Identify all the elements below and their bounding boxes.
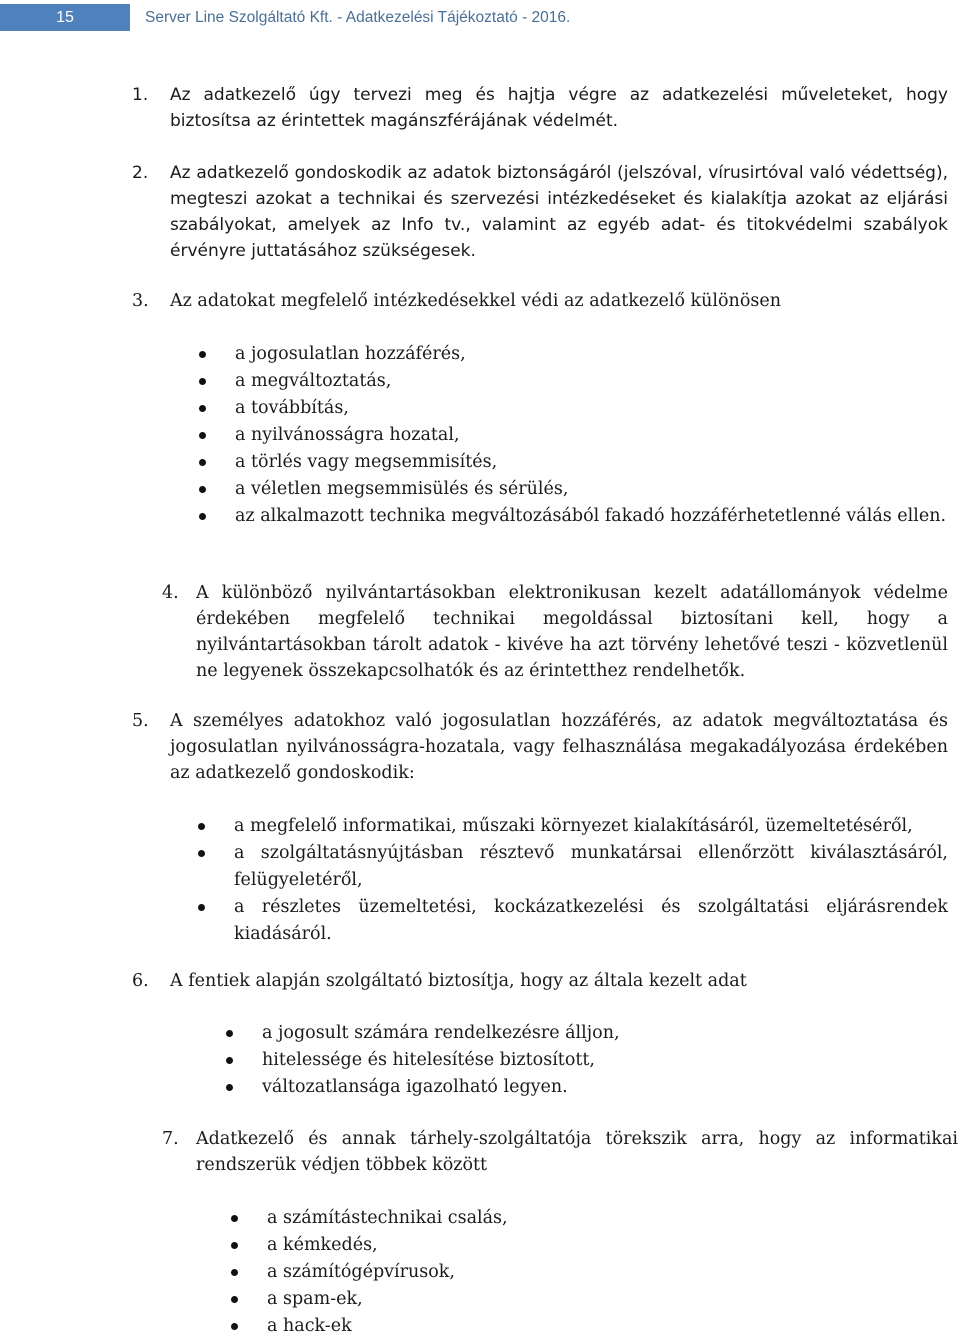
list-item: hitelessége és hitelesítése biztosított, [262,1047,948,1074]
list-item: a szolgáltatásnyújtásban résztevő munkatársai ellenőrzött kiválasztásáról, felügyeletéről, [234,840,948,894]
paragraph-text: A fentiek alapján szolgáltató biztosítja, hogy az általa kezelt adat [170,971,747,991]
list-item: a kémkedés, [267,1232,948,1259]
list-item: a részletes üzemeltetési, kockázatkezelési és szolgáltatási eljárásrendek kiadásáról. [234,894,948,948]
paragraph-5 [132,708,948,786]
paragraph-text: Az adatkezelő gondoskodik az adatok biztonságáról (jelszóval, vírusirtóval való védettség), megteszi azokat a technikai és szervezési intézkedéseket és kialakítja azokat az eljárási szabályokat, amelyek az Info tv., valamint az egyéb adat- és titokvédelmi szabályok érvényre juttatásához szükségesek. [170,163,948,261]
bullet-list-7 [267,1205,948,1340]
page-number: 15 [0,4,130,31]
list-item: a megfelelő informatikai, műszaki környezet kialakításáról, üzemeltetéséről, [234,813,948,840]
bullet-list-3 [235,341,948,530]
paragraph-6 [132,968,948,994]
paragraph-2 [132,160,948,264]
page-header [0,4,960,31]
list-item: a hack-ek [267,1313,948,1340]
item-number: 6. [132,971,149,991]
bullet-list-5 [234,813,948,948]
list-item: a spam-ek, [267,1286,948,1313]
paragraph-text: A személyes adatokhoz való jogosulatlan hozzáférés, az adatok megváltoztatása és jogosulatlan nyilvánosságra-hozatala, vagy felhasználása megakadályozása érdekében az adatkezelő gondoskodik: [170,711,948,783]
item-number: 2. [132,163,149,183]
list-item: a véletlen megsemmisülés és sérülés, [235,476,948,503]
list-item: a számítástechnikai csalás, [267,1205,948,1232]
item-number: 1. [132,85,149,105]
item-number: 7. [162,1129,179,1149]
paragraph-text: Az adatkezelő úgy tervezi meg és hajtja végre az adatkezelési műveleteket, hogy biztosítsa az érintettek magánszférájának védelmét. [170,85,948,131]
paragraph-4 [162,580,948,684]
paragraph-text: Adatkezelő és annak tárhely-szolgáltatója törekszik arra, hogy az informatikai rendszerük védjen többek között [196,1129,958,1175]
list-item: a törlés vagy megsemmisítés, [235,449,948,476]
paragraph-text: Az adatokat megfelelő intézkedésekkel védi az adatkezelő különösen [170,291,781,311]
item-number: 4. [162,583,179,603]
list-item: az alkalmazott technika megváltozásából fakadó hozzáférhetetlenné válás ellen. [235,503,948,530]
paragraph-3 [132,288,948,314]
list-item: a jogosult számára rendelkezésre álljon, [262,1020,948,1047]
header-title: Server Line Szolgáltató Kft. - Adatkezelési Tájékoztató - 2016. [145,8,571,26]
list-item: a nyilvánosságra hozatal, [235,422,948,449]
paragraph-1 [132,82,948,134]
list-item: változatlansága igazolható legyen. [262,1074,948,1101]
paragraph-7 [162,1126,958,1178]
list-item: a továbbítás, [235,395,948,422]
list-item: a számítógépvírusok, [267,1259,948,1286]
item-number: 3. [132,291,149,311]
bullet-list-6 [262,1020,948,1101]
paragraph-text: A különböző nyilvántartásokban elektronikusan kezelt adatállományok védelme érdekében megfelelő technikai megoldással biztosítani kell, hogy a nyilvántartásokban tárolt adatok - kivéve ha azt törvény lehetővé teszi - közvetlenül ne legyenek összekapcsolhatók és az érintetthez rendelhetők. [196,583,948,681]
item-number: 5. [132,711,149,731]
list-item: a jogosulatlan hozzáférés, [235,341,948,368]
list-item: a megváltoztatás, [235,368,948,395]
